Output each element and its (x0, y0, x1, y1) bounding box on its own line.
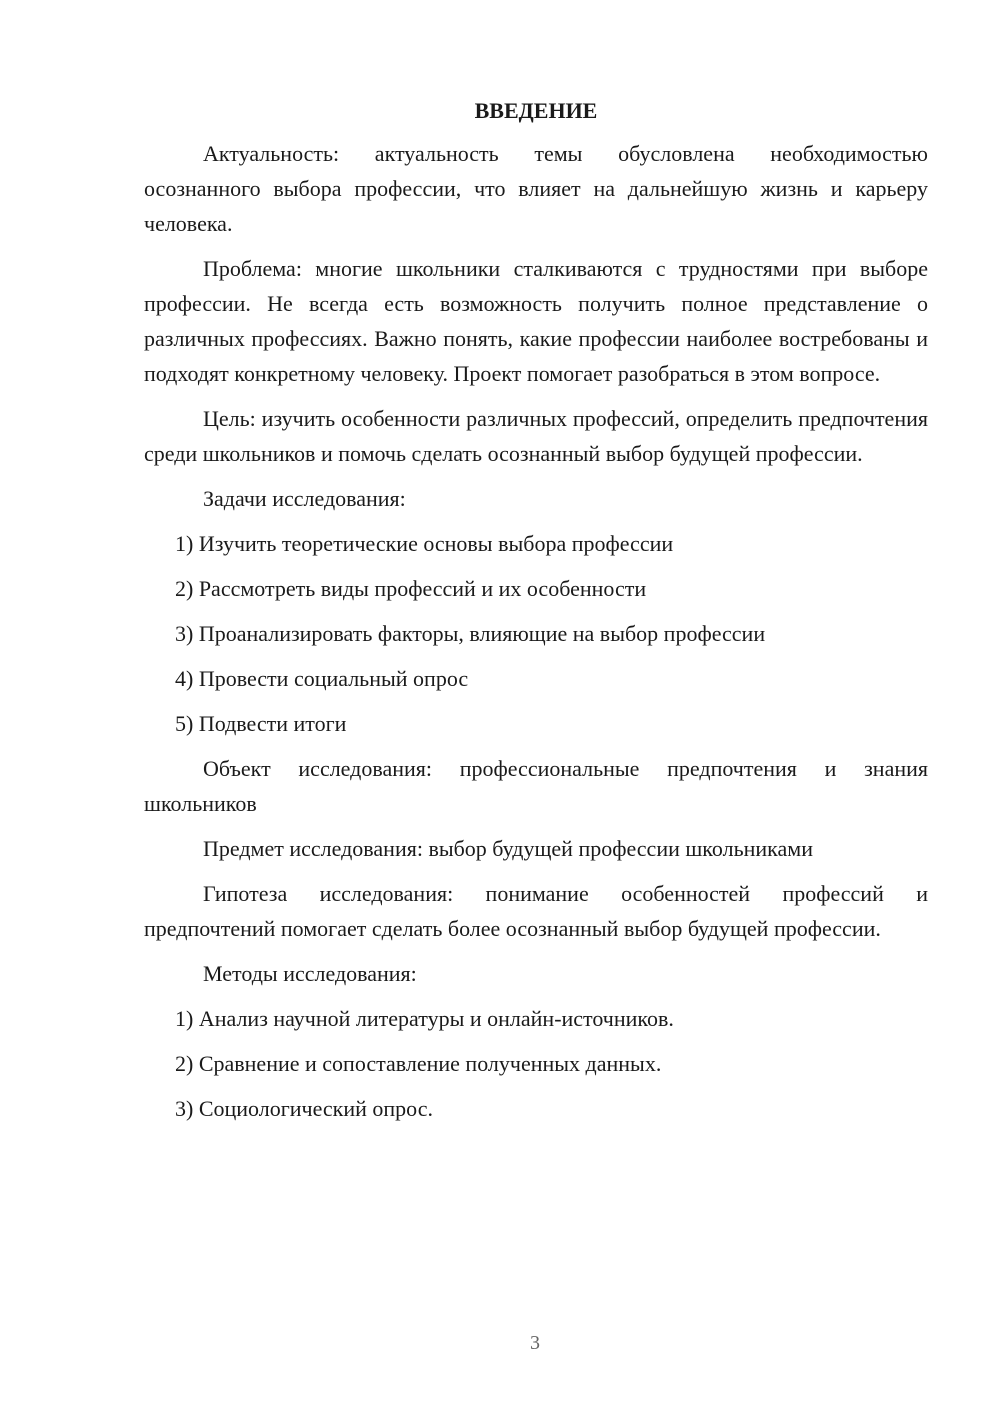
subject-paragraph: Предмет исследования: выбор будущей профессии школьниками (203, 836, 813, 861)
page-title: ВВЕДЕНИЕ (474, 98, 598, 123)
page-number: 3 (530, 1332, 540, 1354)
document-page (144, 96, 928, 1136)
task-item-5: 5) Подвести итоги (175, 711, 347, 736)
tasks-title: Задачи исследования: (203, 486, 406, 511)
method-item-3: 3) Социологический опрос. (175, 1096, 433, 1121)
task-item-4: 4) Провести социальный опрос (175, 666, 469, 691)
hypothesis-paragraph: Гипотеза исследования: понимание особенностей профессий и предпочтений помогает сделать более осознанный выбор будущей профессии. (144, 881, 928, 941)
goal-paragraph: Цель: изучить особенности различных профессий, определить предпочтения среди школьников и помочь сделать осознанный выбор будущей профессии. (144, 406, 928, 466)
methods-title: Методы исследования: (203, 961, 417, 986)
task-item-3: 3) Проанализировать факторы, влияющие на выбор профессии (175, 621, 766, 646)
method-item-1: 1) Анализ научной литературы и онлайн-источников. (175, 1006, 674, 1031)
object-paragraph: Объект исследования: профессиональные предпочтения и знания школьников (144, 756, 928, 816)
problem-paragraph: Проблема: многие школьники сталкиваются с трудностями при выборе профессии. Не всегда есть возможность получить полное представление о различных профессиях. Важно понять, какие профессии наиболее востребованы и подходят конкретному человеку. Проект помогает разобраться в этом вопросе. (144, 256, 928, 386)
method-item-2: 2) Сравнение и сопоставление полученных данных. (175, 1051, 662, 1076)
task-item-1: 1) Изучить теоретические основы выбора профессии (175, 531, 674, 556)
relevance-paragraph: Актуальность: актуальность темы обусловлена необходимостью осознанного выбора профессии, что влияет на дальнейшую жизнь и карьеру человека. (144, 141, 928, 236)
task-item-2: 2) Рассмотреть виды профессий и их особенности (175, 576, 647, 601)
